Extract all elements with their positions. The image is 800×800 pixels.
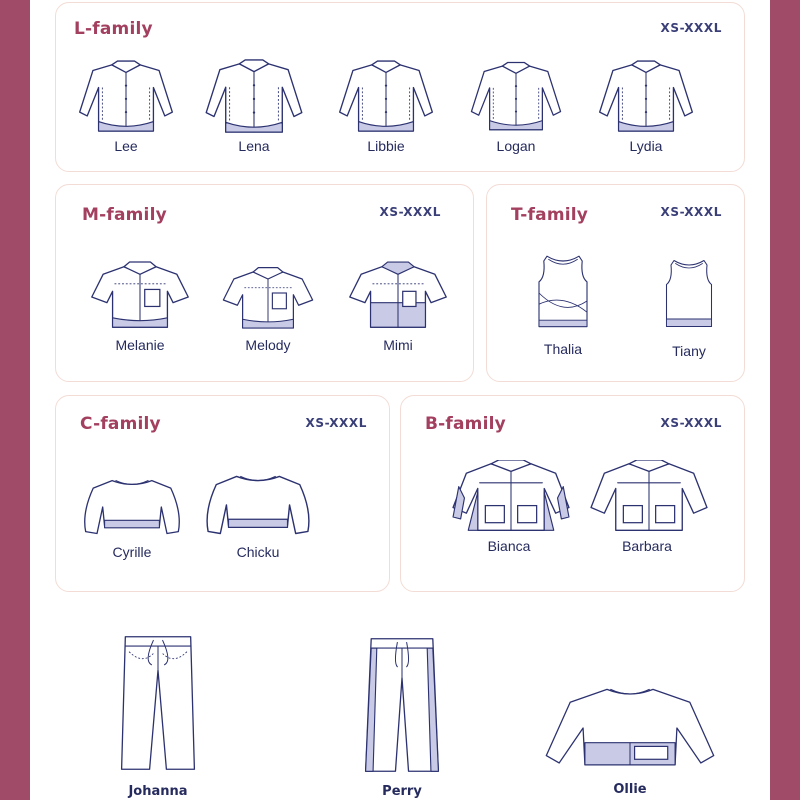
pattern-item[interactable] <box>66 58 186 154</box>
thalia-top-icon <box>531 247 595 339</box>
pattern-item[interactable] <box>586 58 706 154</box>
pattern-name: Barbara <box>622 538 672 554</box>
pattern-name: Bianca <box>487 538 531 554</box>
size-range: XS-XXXL <box>660 205 722 219</box>
pattern-name: Johanna <box>128 784 188 799</box>
c-family-card <box>55 395 390 592</box>
pattern-item[interactable] <box>326 58 446 154</box>
pattern-name: Mimi <box>383 337 413 353</box>
melanie-shirt-icon <box>88 259 192 335</box>
pattern-item[interactable] <box>338 259 458 353</box>
chicku-sweater-icon <box>202 470 314 542</box>
lydia-shirt-icon <box>594 58 698 136</box>
pattern-item[interactable] <box>98 630 218 799</box>
pattern-name: Cyrille <box>112 544 152 560</box>
pattern-item[interactable] <box>530 682 730 797</box>
pattern-name: Lee <box>114 138 138 154</box>
pattern-item[interactable] <box>456 58 576 154</box>
l-family-card <box>55 2 745 172</box>
pattern-name: Ollie <box>613 782 647 797</box>
libbie-shirt-icon <box>334 58 438 136</box>
barbara-jacket-icon <box>587 460 711 536</box>
pattern-item[interactable] <box>449 460 569 554</box>
family-title: B-family <box>425 414 506 434</box>
pattern-name: Thalia <box>543 341 583 357</box>
tiany-tank-icon <box>659 249 719 341</box>
perry-joggers-icon <box>360 632 444 778</box>
pattern-item[interactable] <box>342 632 462 799</box>
size-range: XS-XXXL <box>660 21 722 35</box>
size-range: XS-XXXL <box>660 416 722 430</box>
lena-shirt-icon <box>199 58 309 136</box>
lee-shirt-icon <box>74 58 178 136</box>
cyrille-sweater-icon <box>80 474 184 542</box>
pattern-item[interactable] <box>194 58 314 154</box>
pattern-item[interactable] <box>503 247 623 357</box>
pattern-name: Chicku <box>236 544 280 560</box>
size-range: XS-XXXL <box>379 205 441 219</box>
pattern-name: Libbie <box>367 138 405 154</box>
pattern-item[interactable] <box>629 249 749 359</box>
ollie-sweater-icon <box>535 682 725 774</box>
pattern-item[interactable] <box>587 460 707 554</box>
pattern-name: Logan <box>496 138 536 154</box>
pattern-name: Melody <box>245 337 291 353</box>
pattern-item[interactable] <box>198 470 318 560</box>
pattern-name: Lena <box>238 138 270 154</box>
family-title: M-family <box>82 205 167 225</box>
family-title: L-family <box>74 19 153 39</box>
t-family-card <box>486 184 745 382</box>
logan-shirt-icon <box>466 58 566 136</box>
johanna-jeans-icon <box>116 630 200 776</box>
melody-shirt-icon <box>213 265 323 335</box>
pattern-item[interactable] <box>72 474 192 560</box>
b-family-card <box>400 395 745 592</box>
catalog-page <box>30 0 770 800</box>
pattern-name: Perry <box>382 784 422 799</box>
pattern-item[interactable] <box>80 259 200 353</box>
m-family-card <box>55 184 474 382</box>
mimi-shirt-icon <box>346 259 450 335</box>
family-title: T-family <box>511 205 589 225</box>
bianca-jacket-icon <box>449 460 573 536</box>
pattern-item[interactable] <box>208 265 328 353</box>
pattern-name: Melanie <box>115 337 165 353</box>
size-range: XS-XXXL <box>305 416 367 430</box>
family-title: C-family <box>80 414 161 434</box>
pattern-name: Lydia <box>629 138 663 154</box>
pattern-name: Tiany <box>672 343 706 359</box>
